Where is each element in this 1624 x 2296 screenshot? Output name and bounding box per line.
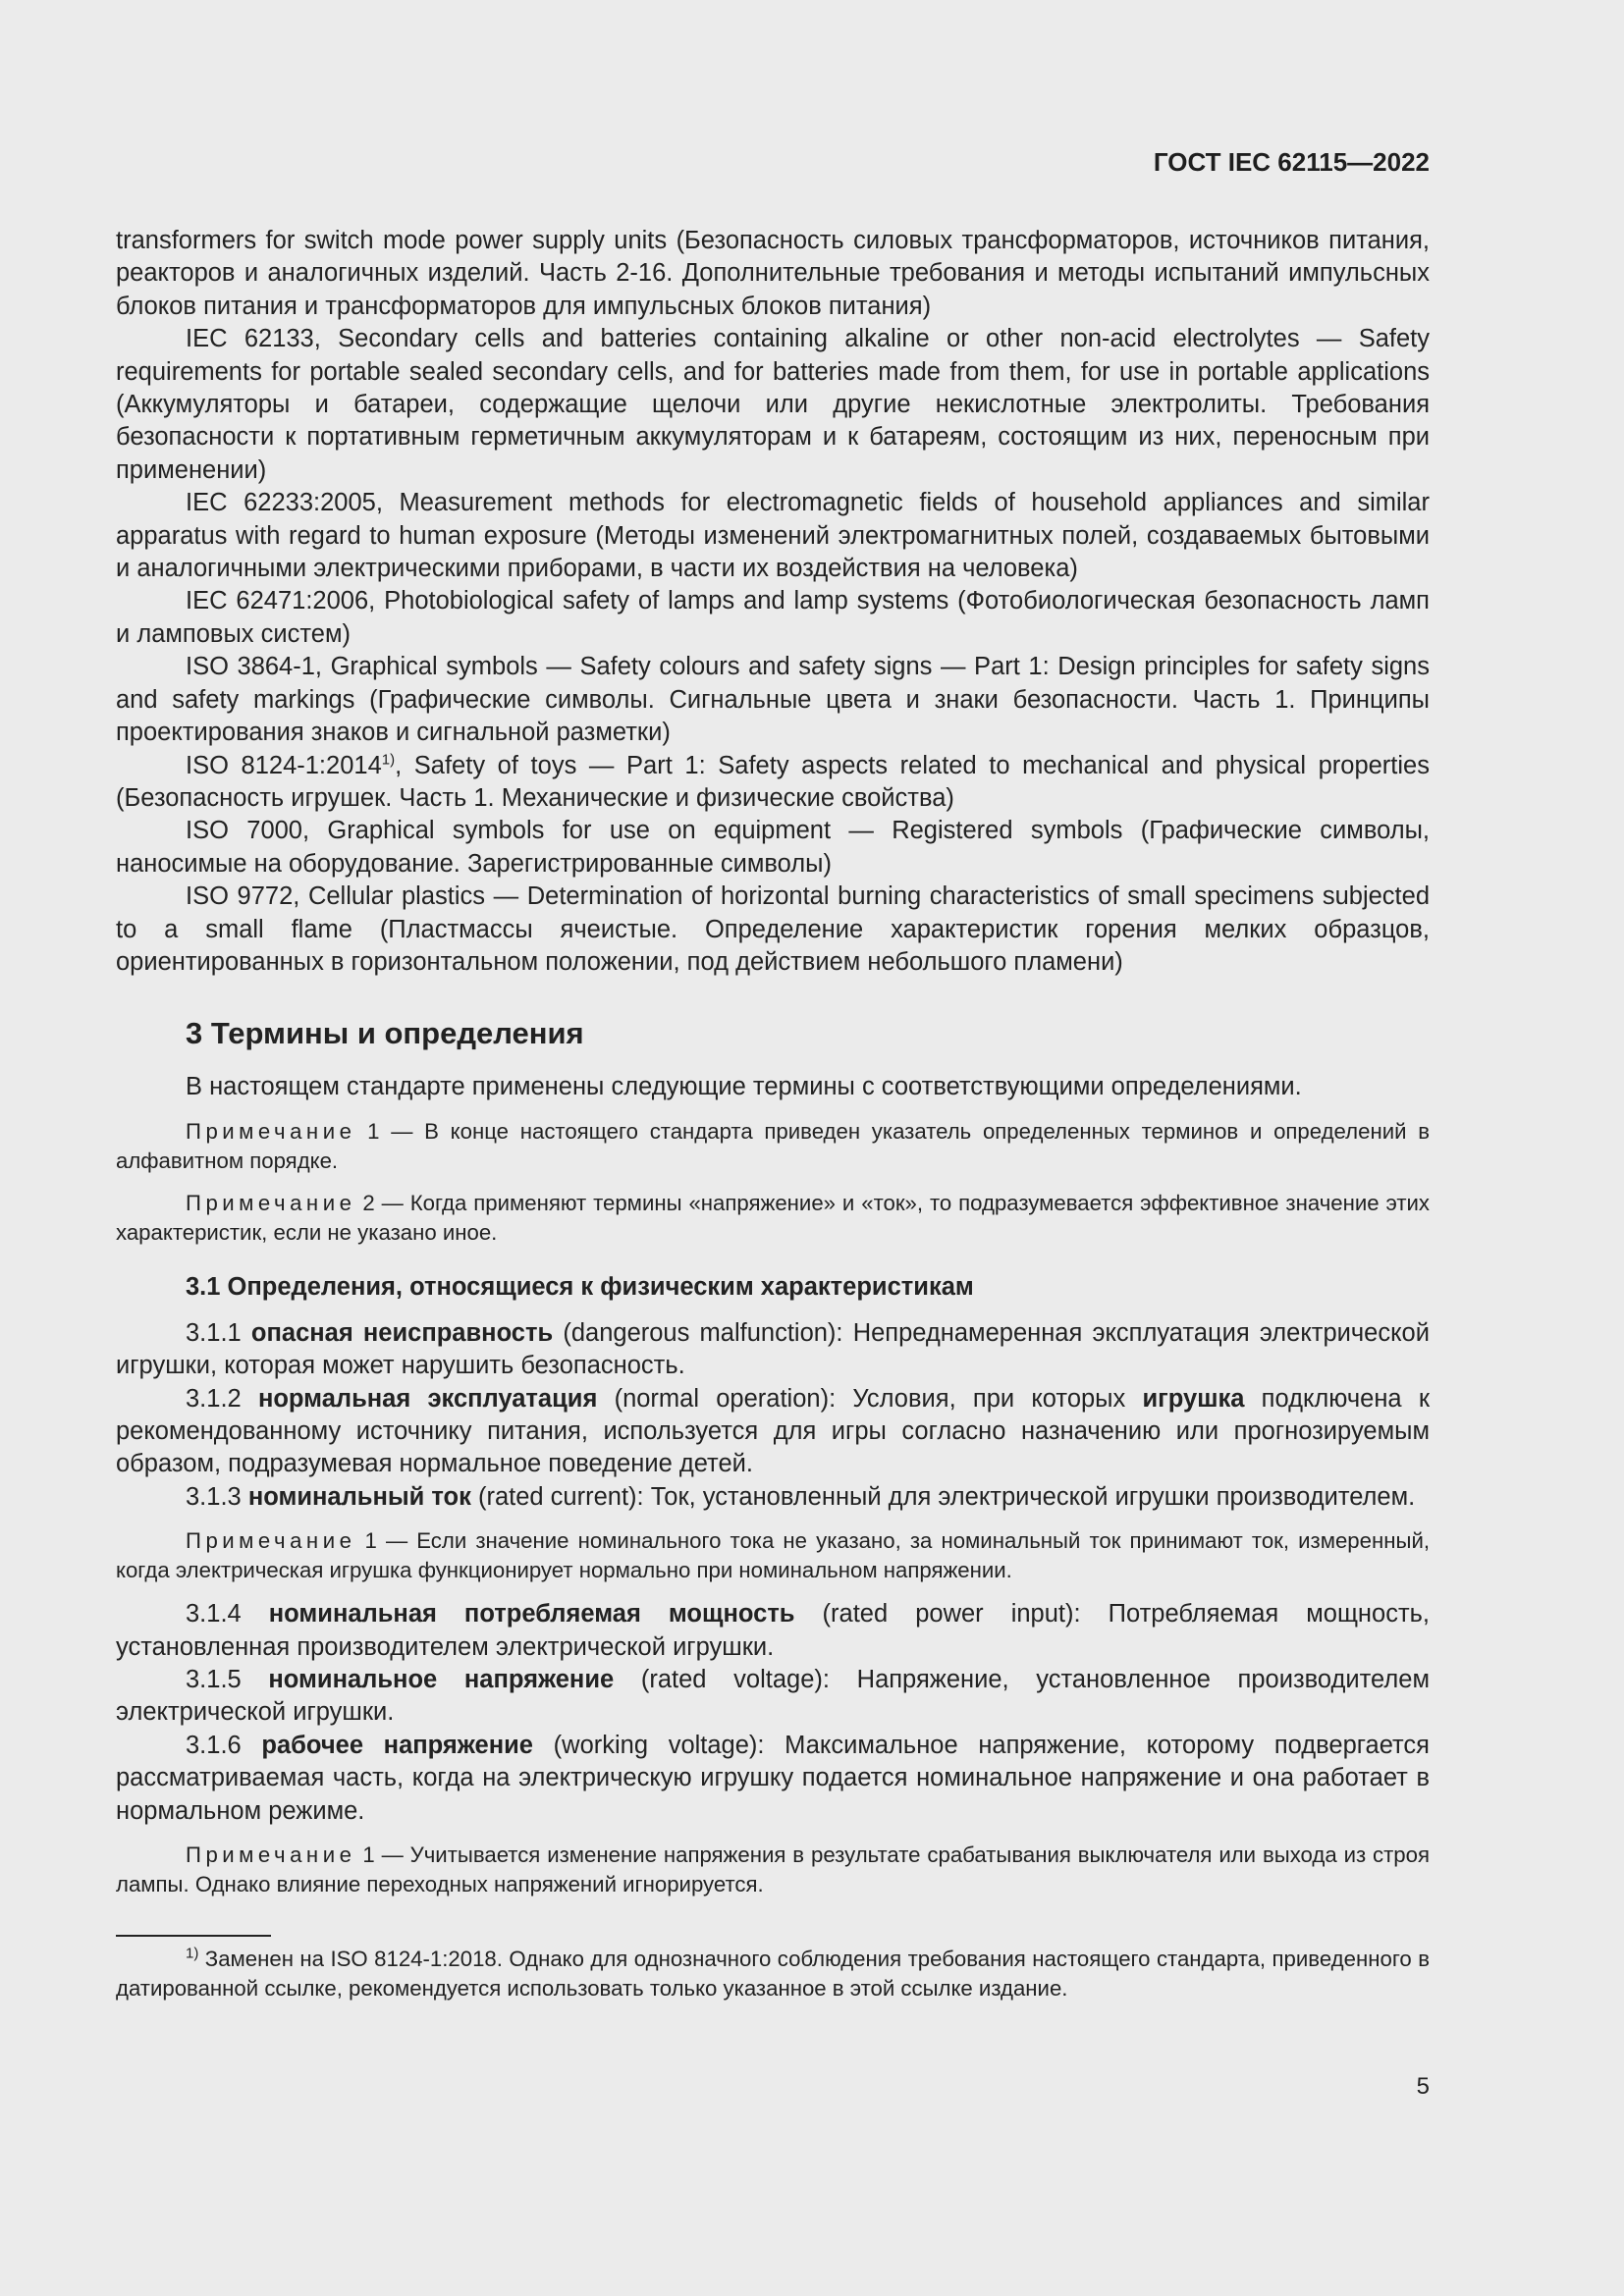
definition-term: номинальное напряжение [268, 1666, 615, 1693]
reference-iec-62133: IEC 62133, Secondary cells and batteries containing alkaline or other non-acid electrolytes — Safety requirements for portable sealed secondary cells, and for batteries made from them, for use in portable applications (Аккумуляторы и батареи, содержащие щелочи или другие некислотные электролиты. Требования безопасности к портативным герметичным аккумуляторам и к батареям, состоящим из них, переносным при применении) [116, 325, 1430, 484]
definition-text: (dangerous malfunction): Непреднамеренная эксплуатация электрической игрушки, которая может нарушить безопасность. [116, 1318, 1430, 1380]
reference-iso-9772: ISO 9772, Cellular plastics — Determination of horizontal burning characteristics of small specimens subjected to a small flame (Пластмассы ячеистые. Определение характеристик горения мелких образцов, ориентированных в горизонтальном положении, под действием небольшого пламени) [116, 882, 1430, 976]
definition-3-1-2 [116, 1383, 1430, 1481]
definition-text: (rated current): Ток, установленный для электрической игрушки производителем. [470, 1482, 1416, 1511]
definition-3-1-3-note [116, 1526, 1430, 1585]
definition-term: номинальный ток [247, 1482, 471, 1511]
definition-number: 3.1.6 [186, 1731, 262, 1759]
definition-text: подключена к рекомендованному источнику питания, используется для игры согласно назначению или прогнозируемым образом, подразумевая нормальное поведение детей. [116, 1384, 1430, 1478]
definition-3-1-1 [116, 1317, 1430, 1383]
section-3-note-1 [116, 1117, 1430, 1176]
note-label: Примечание [186, 1842, 356, 1868]
reference-iso-8124 [116, 750, 1430, 816]
definition-term: рабочее напряжение [261, 1731, 533, 1759]
definition-3-1-6 [116, 1730, 1430, 1828]
page-number: 5 [1416, 2073, 1430, 2100]
reference-iso-8124-text: , Safety of toys — Part 1: Safety aspects related to mechanical and physical properties (Безопасность игрушек. Часть 1. Механические и физические свойства) [116, 751, 1430, 812]
definition-3-1-6-note [116, 1841, 1430, 1899]
reference-iso-8124-code: ISO 8124-1:2014 [186, 751, 382, 779]
definition-text: (working voltage): Максимальное напряжение, которому подвергается рассматриваемая часть, когда на электрическую игрушку подается номинальное напряжение и она работает в нормальном режиме. [116, 1731, 1430, 1825]
definition-term-inline: игрушка [1142, 1384, 1245, 1413]
note-text: 2 — Когда применяют термины «напряжение» и «ток», то подразумевается эффективное значение этих характеристик, если не указано иное. [116, 1190, 1430, 1245]
definition-text: (normal operation): Условия, при которых [597, 1384, 1143, 1413]
definition-3-1-5 [116, 1664, 1430, 1730]
note-text: 1 — Учитывается изменение напряжения в результате срабатывания выключателя или выхода из строя лампы. Однако влияние переходных напряжений игнорируется. [116, 1842, 1430, 1897]
definition-term: нормальная эксплуатация [257, 1384, 598, 1413]
section-3-note-2 [116, 1189, 1430, 1248]
footnote-1 [116, 1945, 1430, 2003]
note-label: Примечание [186, 1118, 356, 1144]
definition-3-1-4 [116, 1598, 1430, 1664]
page-content [116, 225, 1430, 2003]
footnote-mark: 1) [186, 1945, 199, 1962]
note-text: 1 — Если значение номинального тока не указано, за номинальный ток принимают ток, измеренный, когда электрическая игрушка функционирует нормально при номинальном напряжении. [116, 1528, 1430, 1583]
reference-iso-7000: ISO 7000, Graphical symbols for use on equipment — Registered symbols (Графические символы, наносимые на оборудование. Зарегистрированные символы) [116, 817, 1430, 878]
definition-text: (rated voltage): Напряжение, установленное производителем электрической игрушки. [116, 1666, 1430, 1727]
definition-number: 3.1.4 [186, 1600, 269, 1629]
reference-continuation: transformers for switch mode power supply units (Безопасность силовых трансформаторов, источников питания, реакторов и аналогичных изделий. Часть 2-16. Дополнительные требования и методы испытаний импульсных блоков питания и трансформаторов для импульсных блоков питания) [116, 227, 1430, 320]
section-3-intro: В настоящем стандарте применены следующие термины с соответствующими определениями. [186, 1073, 1302, 1101]
definition-3-1-3 [116, 1481, 1430, 1514]
note-label: Примечание [186, 1528, 356, 1554]
definition-term: номинальная потребляемая мощность [268, 1600, 795, 1629]
note-text: 1 — В конце настоящего стандарта приведен указатель определенных терминов и определений в алфавитном порядке. [116, 1118, 1430, 1173]
definition-number: 3.1.5 [186, 1666, 269, 1693]
definition-text: (rated power input): Потребляемая мощность, установленная производителем электрической игрушки. [116, 1600, 1430, 1661]
reference-iec-62233: IEC 62233:2005, Measurement methods for electromagnetic fields of household appliances and similar apparatus with regard to human exposure (Методы изменений электромагнитных полей, создаваемых бытовыми и аналогичными электрическими приборами, в части их воздействия на человека) [116, 489, 1430, 583]
reference-iso-3864: ISO 3864-1, Graphical symbols — Safety colours and safety signs — Part 1: Design principles for safety signs and safety markings (Графические символы. Сигнальные цвета и знаки безопасности. Часть 1. Принципы проектирования знаков и сигнальной разметки) [116, 653, 1430, 747]
definition-term: опасная неисправность [250, 1318, 554, 1347]
definition-number: 3.1.2 [186, 1384, 258, 1413]
footnote-text: Заменен на ISO 8124-1:2018. Однако для однозначного соблюдения требования настоящего стандарта, приведенного в датированной ссылке, рекомендуется использовать только указанное в этой ссылке издание. [116, 1947, 1430, 2002]
note-label: Примечание [186, 1190, 356, 1215]
reference-iec-62471: IEC 62471:2006, Photobiological safety of lamps and lamp systems (Фотобиологическая безопасность ламп и ламповых систем) [116, 587, 1430, 648]
footnote-reference-mark[interactable]: 1) [381, 751, 396, 768]
section-3-heading: 3 Термины и определения [186, 1016, 584, 1051]
definition-number: 3.1.3 [186, 1482, 248, 1511]
footnote-divider [116, 1935, 271, 1937]
section-3-1-heading: 3.1 Определения, относящиеся к физическим характеристикам [186, 1272, 974, 1301]
definition-number: 3.1.1 [186, 1318, 251, 1347]
document-code-header: ГОСТ IEC 62115—2022 [1153, 147, 1430, 177]
